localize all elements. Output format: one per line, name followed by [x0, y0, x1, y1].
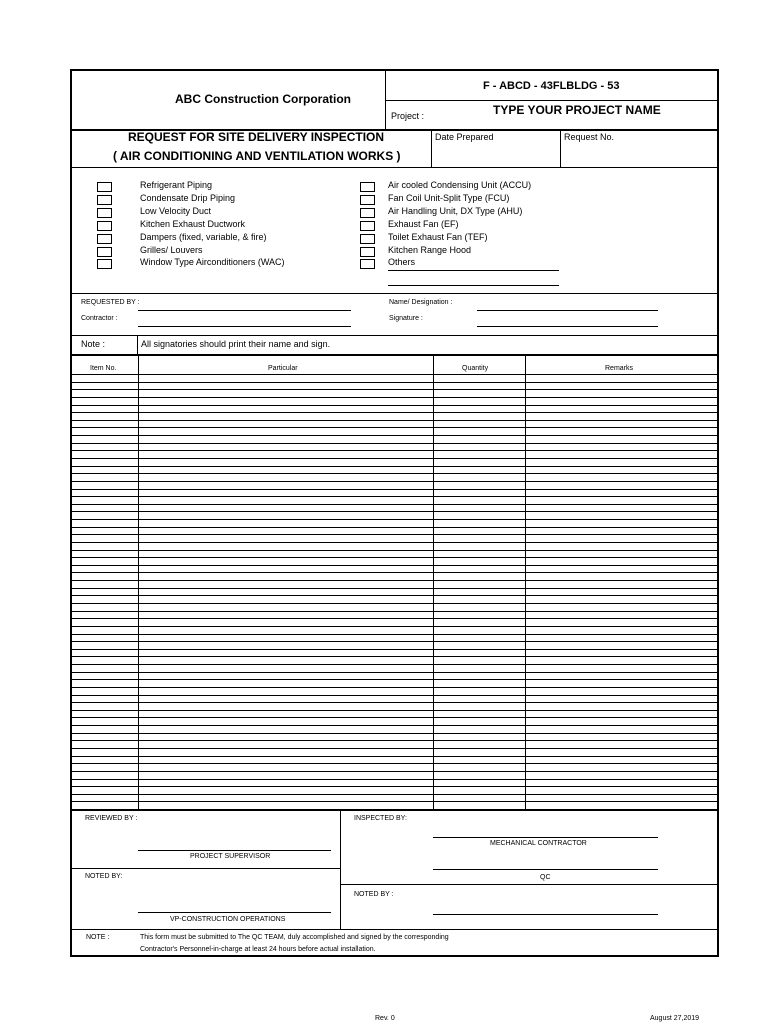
qc-signature-line[interactable] — [433, 869, 658, 870]
table-row[interactable] — [71, 717, 718, 718]
others-line-2[interactable] — [388, 285, 559, 286]
project-supervisor-signature-line[interactable] — [138, 850, 331, 851]
noted-by-left-label: NOTED BY: — [85, 873, 123, 880]
table-row[interactable] — [71, 557, 718, 558]
note-text: All signatories should print their name and sign. — [141, 339, 331, 349]
table-row[interactable] — [71, 626, 718, 627]
col-header-remarks: Remarks — [605, 365, 634, 372]
title-bottom-rule — [71, 167, 718, 168]
table-row[interactable] — [71, 733, 718, 734]
name-designation-label: Name/ Designation : — [389, 299, 453, 306]
table-row[interactable] — [71, 565, 718, 566]
mechanical-contractor-label: MECHANICAL CONTRACTOR — [490, 840, 587, 847]
form-code: F - ABCD - 43FLBLDG - 53 — [483, 80, 620, 92]
title-divider-2 — [560, 130, 561, 168]
table-row[interactable] — [71, 382, 718, 383]
table-row[interactable] — [71, 603, 718, 604]
table-row[interactable] — [71, 405, 718, 406]
checklist-label-right-4: Toilet Exhaust Fan (TEF) — [388, 231, 488, 242]
note-divider — [137, 335, 138, 355]
checklist-label-left-3: Kitchen Exhaust Ductwork — [140, 218, 246, 229]
vp-construction-signature-line[interactable] — [138, 912, 331, 913]
signoff-bottom-rule — [71, 929, 718, 930]
table-row[interactable] — [71, 550, 718, 551]
request-no-label: Request No. — [564, 132, 615, 142]
checkbox-right-3[interactable] — [360, 221, 375, 231]
revision-number: Rev. 0 — [375, 1015, 395, 1022]
checkbox-left-4[interactable] — [97, 234, 112, 244]
form-title: REQUEST FOR SITE DELIVERY INSPECTION — [128, 130, 385, 144]
table-row[interactable] — [71, 664, 718, 665]
table-row[interactable] — [71, 504, 718, 505]
table-row[interactable] — [71, 420, 718, 421]
table-row[interactable] — [71, 427, 718, 428]
table-row[interactable] — [71, 412, 718, 413]
checklist-label-left-6: Window Type Airconditioners (WAC) — [140, 257, 285, 268]
table-row[interactable] — [71, 389, 718, 390]
table-row[interactable] — [71, 779, 718, 780]
reviewed-by-label: REVIEWED BY : — [85, 815, 138, 822]
checklist-label-right-3: Exhaust Fan (EF) — [388, 218, 459, 229]
form-top-border — [70, 69, 719, 71]
table-row[interactable] — [71, 473, 718, 474]
noted-by-right-label: NOTED BY : — [354, 891, 394, 898]
header-code-divider — [385, 100, 718, 101]
table-row[interactable] — [71, 794, 718, 795]
table-row[interactable] — [71, 527, 718, 528]
checkbox-left-1[interactable] — [97, 195, 112, 205]
checklist-label-left-2: Low Velocity Duct — [140, 205, 212, 216]
others-line-1[interactable] — [388, 270, 559, 271]
table-row[interactable] — [71, 763, 718, 764]
table-row[interactable] — [71, 534, 718, 535]
table-row[interactable] — [71, 481, 718, 482]
signoff-right-mid-rule — [340, 884, 718, 885]
table-row[interactable] — [71, 595, 718, 596]
table-row[interactable] — [71, 786, 718, 787]
checklist-label-right-5: Kitchen Range Hood — [388, 244, 472, 255]
contractor-label: Contractor : — [81, 315, 118, 322]
checkbox-right-1[interactable] — [360, 195, 375, 205]
qc-label: QC — [540, 874, 551, 881]
col-header-item-no: Item No. — [90, 365, 117, 372]
form-subtitle: ( AIR CONDITIONING AND VENTILATION WORKS ) — [113, 149, 401, 163]
table-row[interactable] — [71, 511, 718, 512]
vp-construction-label: VP-CONSTRUCTION OPERATIONS — [170, 916, 286, 923]
table-row[interactable] — [71, 771, 718, 772]
checklist-label-left-4: Dampers (fixed, variable, & fire) — [140, 231, 267, 242]
table-row[interactable] — [71, 672, 718, 673]
table-row[interactable] — [71, 466, 718, 467]
checkbox-left-3[interactable] — [97, 221, 112, 231]
form-left-border — [70, 69, 72, 957]
col-header-quantity: Quantity — [462, 365, 489, 372]
checkbox-left-5[interactable] — [97, 247, 112, 257]
table-row[interactable] — [71, 687, 718, 688]
table-row[interactable] — [71, 588, 718, 589]
project-label: Project : — [391, 111, 425, 121]
checkbox-left-0[interactable] — [97, 182, 112, 192]
table-row[interactable] — [71, 496, 718, 497]
checkbox-right-0[interactable] — [360, 182, 375, 192]
checkbox-right-6[interactable] — [360, 259, 375, 269]
checklist-bottom-rule — [71, 293, 718, 294]
table-row[interactable] — [71, 580, 718, 581]
note-label: Note : — [81, 339, 106, 349]
date-prepared-label: Date Prepared — [435, 132, 494, 142]
checklist-label-left-0: Refrigerant Piping — [140, 180, 213, 190]
table-row[interactable] — [71, 756, 718, 757]
table-row[interactable] — [71, 725, 718, 726]
col-header-particular: Particular — [268, 365, 298, 372]
checklist-label-right-6: Others — [388, 257, 416, 268]
checkbox-right-4[interactable] — [360, 234, 375, 244]
table-row[interactable] — [71, 634, 718, 635]
table-row[interactable] — [71, 542, 718, 543]
signoff-note-label: NOTE : — [86, 934, 110, 941]
table-row[interactable] — [71, 397, 718, 398]
project-name-field[interactable]: TYPE YOUR PROJECT NAME — [493, 103, 661, 117]
requested-by-field[interactable] — [138, 310, 351, 311]
signoff-divider — [340, 810, 341, 930]
table-row[interactable] — [71, 695, 718, 696]
checklist-label-right-2: Air Handling Unit, DX Type (AHU) — [388, 205, 523, 216]
table-row[interactable] — [71, 679, 718, 680]
inspected-by-label: INSPECTED BY: — [354, 815, 407, 822]
signoff-left-mid-rule — [71, 868, 341, 869]
checkbox-right-5[interactable] — [360, 247, 375, 257]
revision-date: August 27,2019 — [650, 1015, 700, 1022]
table-row[interactable] — [71, 435, 718, 436]
table-row[interactable] — [71, 710, 718, 711]
title-divider-1 — [431, 130, 432, 168]
company-name: ABC Construction Corporation — [175, 92, 351, 106]
checklist-label-right-1: Fan Coil Unit-Split Type (FCU) — [388, 192, 510, 203]
table-row[interactable] — [71, 702, 718, 703]
table-row[interactable] — [71, 801, 718, 802]
project-supervisor-label: PROJECT SUPERVISOR — [190, 853, 271, 860]
table-row[interactable] — [71, 641, 718, 642]
table-row[interactable] — [71, 519, 718, 520]
table-row[interactable] — [71, 748, 718, 749]
checkbox-left-2[interactable] — [97, 208, 112, 218]
table-header-rule — [71, 374, 718, 375]
checklist-label-right-0: Air cooled Condensing Unit (ACCU) — [388, 180, 532, 190]
checkbox-right-2[interactable] — [360, 208, 375, 218]
signoff-note-line-1: This form must be submitted to The QC TEAM, duly accomplished and signed by the corresponding — [140, 934, 449, 941]
checklist-label-left-1: Condensate Drip Piping — [140, 192, 236, 203]
table-row[interactable] — [71, 450, 718, 451]
table-row[interactable] — [71, 458, 718, 459]
note-bottom-rule — [71, 354, 718, 356]
table-row[interactable] — [71, 656, 718, 657]
mechanical-contractor-signature-line[interactable] — [433, 837, 658, 838]
form-bottom-border — [70, 955, 719, 957]
table-row[interactable] — [71, 572, 718, 573]
checklist-label-left-5: Grilles/ Louvers — [140, 244, 203, 255]
table-row[interactable] — [71, 611, 718, 612]
signoff-note-line-2: Contractor's Personnel-in-charge at least 24 hours before actual installation. — [140, 946, 376, 953]
table-row[interactable] — [71, 649, 718, 650]
form-right-border — [717, 69, 719, 957]
signature-label: Signature : — [389, 315, 423, 322]
signoff-top-rule — [71, 809, 718, 811]
table-row[interactable] — [71, 618, 718, 619]
name-designation-field[interactable] — [477, 310, 658, 311]
checkbox-left-6[interactable] — [97, 259, 112, 269]
contractor-field[interactable] — [138, 326, 351, 327]
table-row[interactable] — [71, 740, 718, 741]
noted-by-right-signature-line[interactable] — [433, 914, 658, 915]
table-row[interactable] — [71, 489, 718, 490]
table-row[interactable] — [71, 443, 718, 444]
signature-field[interactable] — [477, 326, 658, 327]
requested-by-label: REQUESTED BY : — [81, 299, 140, 306]
request-bottom-rule — [71, 335, 718, 336]
